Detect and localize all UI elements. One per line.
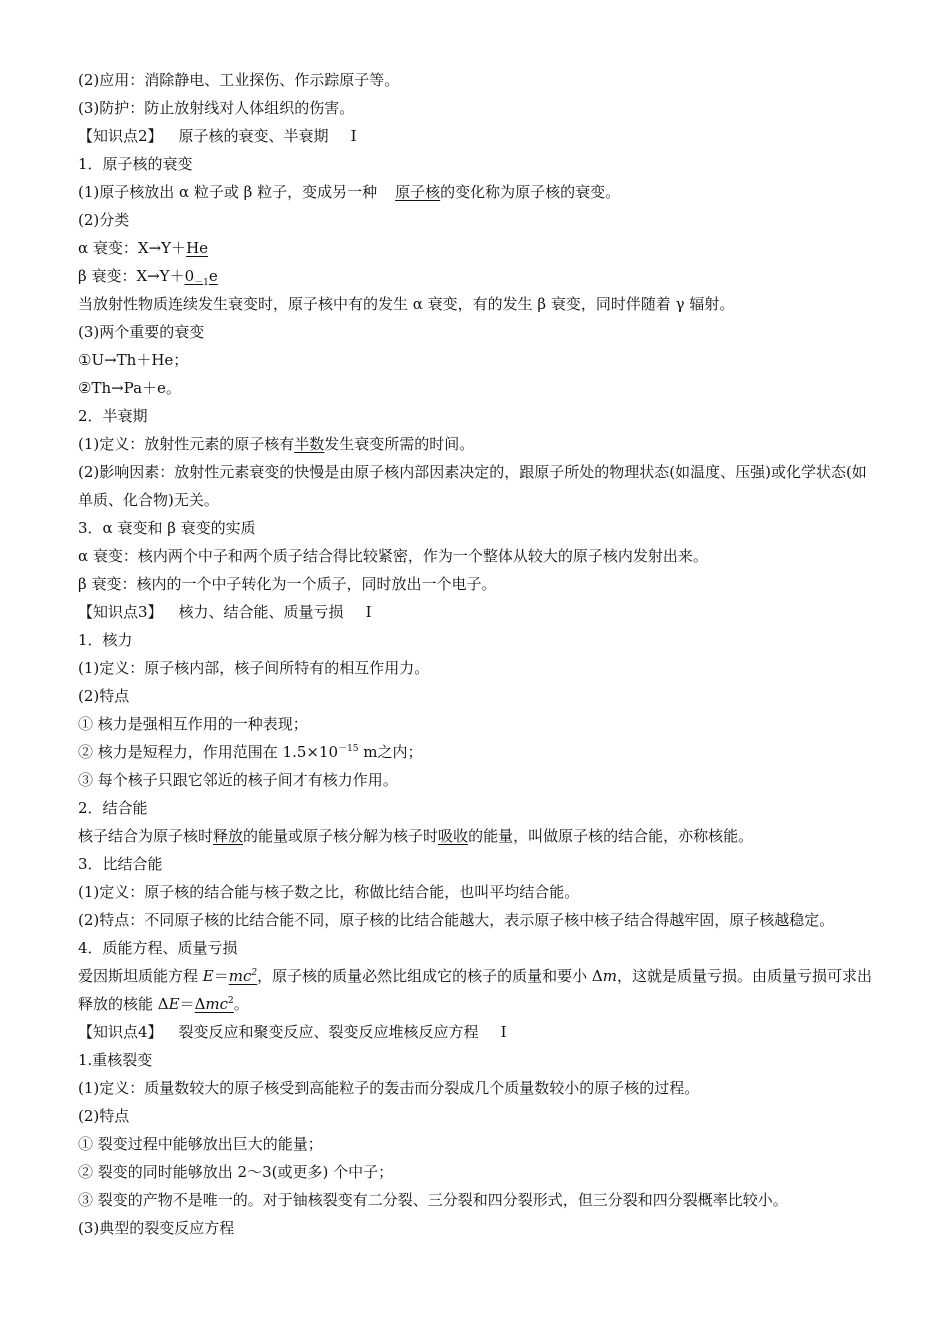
binding-text-b: 的能量或原子核分解为核子时 (243, 827, 439, 845)
beta-decay-formula (78, 262, 878, 290)
section-specific-binding-heading: 3．比结合能 (78, 855, 163, 873)
blank-answer-half: 半数 (294, 435, 325, 453)
fission-feature-energy: ① 裂变过程中能够放出巨大的能量； (78, 1135, 323, 1153)
kp2-level: Ⅰ (350, 127, 357, 145)
binding-energy-definition (78, 822, 878, 850)
kp3-title: 核力、结合能、质量亏损 (178, 603, 344, 621)
alpha-decay-formula (78, 234, 878, 262)
decay-definition (78, 178, 878, 206)
me-symbol-e: E (202, 967, 214, 985)
classification-heading: (2)分类 (78, 211, 130, 229)
alpha-formula-text: α 衰变：X→Y＋ (78, 239, 187, 257)
exponent: －15 (338, 744, 359, 754)
half-life-definition (78, 430, 878, 458)
me-end: 。 (233, 995, 249, 1013)
beta-formula-text: β 衰变：X→Y＋ (78, 267, 185, 285)
feature-neighbors: ③ 每个核子只跟它邻近的核子间才有核力作用。 (78, 771, 398, 789)
kp3-tag: 【知识点3】 (78, 603, 163, 621)
specific-binding-definition: (1)定义：原子核的结合能与核子数之比，称做比结合能，也叫平均结合能。 (78, 883, 580, 901)
fission-features-heading: (2)特点 (78, 1107, 130, 1125)
blank-answer-mc2 (229, 967, 257, 985)
me-equals-2: ＝ (179, 995, 195, 1013)
thorium-decay: ②Th→Pa＋e。 (78, 379, 181, 397)
text-line-application: (2)应用：消除静电、工业探伤、作示踪原子等。 (78, 71, 400, 89)
fission-feature-products: ③ 裂变的产物不是唯一的。对于铀核裂变有二分裂、三分裂和四分裂形式，但三分裂和四分裂概率比较小。 (78, 1191, 788, 1209)
section-mass-energy-heading: 4．质能方程、质量亏损 (78, 939, 238, 957)
blank-answer-release: 释放 (213, 827, 244, 845)
nuclear-force-definition: (1)定义：原子核内部，核子间所特有的相互作用力。 (78, 659, 430, 677)
kp2-title: 原子核的衰变、半衰期 (178, 127, 329, 145)
feature-strong-interaction: ① 核力是强相互作用的一种表现； (78, 715, 308, 733)
short-range-text-a: ② 核力是短程力，作用范围在 1.5×10 (78, 743, 339, 761)
kp3-level: Ⅰ (365, 603, 372, 621)
me-exp-2: 2 (228, 996, 234, 1006)
section-binding-energy-heading: 2．结合能 (78, 799, 148, 817)
uranium-decay: ①U→Th＋He； (78, 351, 189, 369)
electron-mass-number: 0 (184, 267, 195, 285)
me-mc-2: mc (205, 995, 229, 1013)
electron-symbol: e (208, 267, 218, 285)
specific-binding-feature: (2)特点：不同原子核的比结合能不同，原子核的比结合能越大，表示原子核中核子结合得越牢固，原子核越稳定。 (78, 911, 835, 929)
me-equals: ＝ (213, 967, 229, 985)
decay-def-text-b: 的变化称为原子核的衰变。 (440, 183, 621, 201)
kp2-tag: 【知识点2】 (78, 127, 163, 145)
nuclear-force-features-heading: (2)特点 (78, 687, 130, 705)
text-line-protection: (3)防护：防止放射线对人体组织的伤害。 (78, 99, 355, 117)
section-decay-heading: 1．原子核的衰变 (78, 155, 193, 173)
blank-answer-dmc2 (195, 995, 234, 1013)
me-delta: Δ (194, 995, 206, 1013)
fission-definition: (1)定义：质量数较大的原子核受到高能粒子的轰击而分裂成几个质量数较小的原子核的过程。 (78, 1079, 700, 1097)
knowledge-point-3-heading (78, 598, 878, 626)
me-text-a: 爱因斯坦质能方程 (78, 967, 203, 985)
binding-text-a: 核子结合为原子核时 (78, 827, 214, 845)
blank-answer-absorb: 吸收 (438, 827, 469, 845)
beta-essence: β 衰变：核内的一个中子转化为一个质子，同时放出一个电子。 (78, 575, 497, 593)
me-symbol-m: m (602, 967, 617, 985)
kp4-tag: 【知识点4】 (78, 1023, 163, 1041)
short-range-text-b: m之内； (358, 743, 423, 761)
decay-def-text-a: (1)原子核放出 α 粒子或 β 粒子，变成另一种 (78, 183, 378, 201)
half-life-text-b: 发生衰变所需的时间。 (324, 435, 475, 453)
me-mc: mc (228, 967, 252, 985)
section-essence-heading: 3．α 衰变和 β 衰变的实质 (78, 519, 256, 537)
fission-feature-neutrons: ② 裂变的同时能够放出 2～3(或更多) 个中子； (78, 1163, 394, 1181)
kp4-title: 裂变反应和聚变反应、裂变反应堆核反应方程 (178, 1023, 479, 1041)
binding-text-c: 的能量，叫做原子核的结合能，亦称核能。 (468, 827, 754, 845)
blank-answer-nucleus: 原子核 (395, 183, 441, 201)
section-nuclear-force-heading: 1．核力 (78, 631, 133, 649)
section-half-life-heading: 2．半衰期 (78, 407, 148, 425)
knowledge-point-4-heading (78, 1018, 878, 1046)
knowledge-point-2-heading (78, 122, 878, 150)
document-page (78, 66, 878, 1242)
blank-answer-electron (184, 267, 218, 288)
section-fission-heading: 1.重核裂变 (78, 1051, 153, 1069)
half-life-factors: (2)影响因素：放射性元素衰变的快慢是由原子核内部因素决定的，跟原子所处的物理状态(如温度、压强)或化学状态(如单质、化合物)无关。 (78, 463, 867, 509)
electron-charge-number: －1 (194, 278, 209, 288)
important-decays-heading: (3)两个重要的衰变 (78, 323, 205, 341)
me-exp: 2 (251, 968, 258, 978)
me-text-b: ，原子核的质量必然比组成它的核子的质量和要小 Δ (257, 967, 603, 985)
half-life-text-a: (1)定义：放射性元素的原子核有 (78, 435, 295, 453)
alpha-essence: α 衰变：核内两个中子和两个质子结合得比较紧密，作为一个整体从较大的原子核内发射出来。 (78, 547, 708, 565)
feature-short-range (78, 738, 878, 766)
me-text-c: ，这就是质量亏损。由质量亏损可求出释放的核能 Δ (78, 967, 872, 1013)
mass-energy-equation-text (78, 962, 878, 1018)
blank-answer-he: He (186, 239, 209, 257)
kp4-level: Ⅰ (500, 1023, 507, 1041)
continuous-decay-text: 当放射性物质连续发生衰变时，原子核中有的发生 α 衰变，有的发生 β 衰变，同时伴随着 γ 辐射。 (78, 295, 735, 313)
me-symbol-e2: E (168, 995, 180, 1013)
fission-equation-heading: (3)典型的裂变反应方程 (78, 1219, 235, 1237)
